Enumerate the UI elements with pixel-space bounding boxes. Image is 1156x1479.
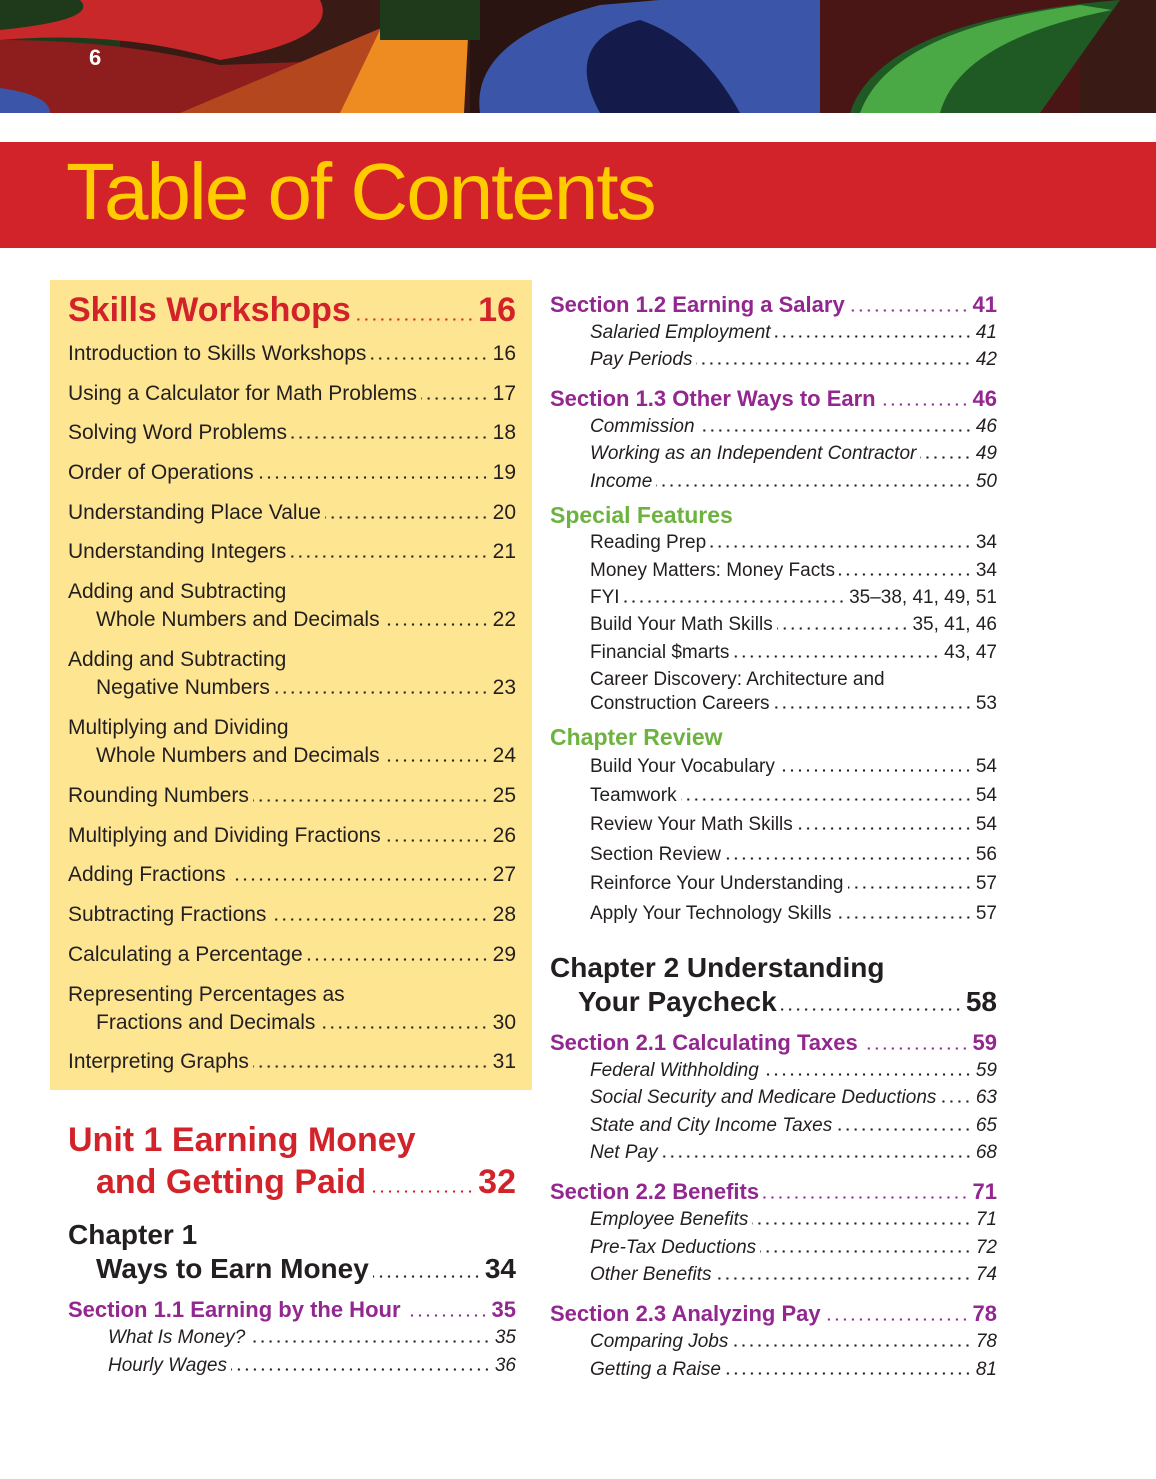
toc-entry-label: Your Paycheck (578, 986, 777, 1017)
toc-entry-label: Income (590, 471, 653, 492)
dot-leader (624, 600, 846, 603)
toc-entry-page: 28 (492, 903, 516, 926)
toc-entry-label: Pre-Tax Deductions (590, 1237, 757, 1258)
toc-entry-label: Using a Calculator for Math Problems (68, 382, 417, 405)
toc-entry-label: Money Matters: Money Facts (590, 560, 835, 581)
toc-entry-page: 17 (492, 382, 516, 405)
toc-entry-page: 24 (492, 744, 516, 767)
dot-leader (253, 799, 489, 802)
toc-entry[interactable] (68, 1295, 516, 1325)
toc-entry-page: 72 (975, 1237, 997, 1258)
dot-leader (760, 1250, 972, 1253)
toc-entry[interactable] (68, 821, 516, 851)
dot-leader (307, 958, 489, 961)
dot-leader (384, 759, 489, 762)
toc-entry-page: 16 (478, 291, 516, 329)
toc-entry-label: Interpreting Graphs (68, 1050, 249, 1073)
toc-entry[interactable] (590, 871, 997, 897)
toc-entry-page: 65 (975, 1115, 997, 1136)
toc-entry[interactable] (550, 722, 997, 752)
toc-entry-page: 58 (965, 986, 997, 1017)
toc-entry[interactable] (68, 645, 516, 675)
toc-entry[interactable] (590, 754, 997, 780)
dot-leader (725, 857, 972, 860)
toc-entry-label: Section 2.2 Benefits (550, 1179, 760, 1204)
dot-leader (249, 1340, 491, 1343)
dot-leader (384, 623, 489, 626)
toc-entry-page: 41 (975, 322, 997, 343)
toc-entry[interactable] (590, 469, 997, 495)
toc-entry-page: 19 (492, 461, 516, 484)
toc-entry[interactable] (590, 441, 997, 467)
dot-leader (231, 1368, 491, 1371)
dot-leader (848, 886, 972, 889)
toc-entry[interactable] (590, 1140, 997, 1166)
toc-entry[interactable] (550, 384, 997, 414)
toc-entry[interactable] (590, 842, 997, 868)
toc-entry-label: Adding and Subtracting (68, 580, 287, 603)
toc-entry-label: Adding Fractions (68, 863, 226, 886)
toc-entry-page: 46 (975, 416, 997, 437)
toc-entry[interactable] (590, 1262, 997, 1288)
toc-entry[interactable] (68, 781, 516, 811)
toc-entry-label: Multiplying and Dividing Fractions (68, 824, 381, 847)
toc-entry[interactable] (68, 498, 516, 528)
dot-leader (370, 357, 488, 360)
toc-entry[interactable] (96, 1251, 516, 1287)
toc-entry[interactable] (550, 1028, 997, 1058)
toc-entry[interactable] (550, 290, 997, 320)
toc-entry-page: 29 (492, 943, 516, 966)
toc-entry[interactable] (590, 1058, 997, 1084)
toc-entry[interactable] (590, 783, 997, 809)
toc-entry-page: 22 (492, 608, 516, 631)
toc-entry-label: Section 1.1 Earning by the Hour (68, 1297, 401, 1322)
toc-entry-page: 74 (975, 1264, 997, 1285)
dot-leader (230, 878, 489, 881)
toc-entry[interactable] (96, 1008, 516, 1038)
toc-entry-page: 53 (975, 693, 997, 714)
dot-leader (781, 1008, 962, 1011)
toc-entry-label: Calculating a Percentage (68, 943, 303, 966)
toc-entry-page: 35, 41, 46 (912, 614, 997, 635)
toc-entry[interactable] (590, 558, 997, 584)
toc-entry-page: 57 (975, 903, 997, 924)
dot-leader (662, 1155, 972, 1158)
toc-entry[interactable] (68, 940, 516, 970)
toc-entry-label: Hourly Wages (108, 1355, 227, 1376)
dot-leader (940, 1100, 971, 1103)
toc-entry-page: 63 (975, 1087, 997, 1108)
toc-entry-label: Solving Word Problems (68, 421, 288, 444)
toc-entry-page: 23 (492, 676, 516, 699)
toc-entry-label: Understanding Integers (68, 540, 287, 563)
toc-entry-page: 35 (494, 1327, 516, 1348)
toc-entry-label: Section Review (590, 844, 721, 865)
toc-entry-page: 30 (492, 1011, 516, 1034)
toc-entry-label: Multiplying and Dividing (68, 716, 289, 739)
toc-entry-label: Federal Withholding (590, 1060, 759, 1081)
toc-entry[interactable] (550, 1299, 997, 1329)
toc-entry[interactable] (68, 1047, 516, 1077)
toc-entry-page: 18 (492, 421, 516, 444)
toc-entry-page: 34 (975, 560, 997, 581)
toc-entry-label: Reinforce Your Understanding (590, 873, 844, 894)
toc-entry[interactable] (578, 984, 997, 1020)
toc-entry-page: 56 (975, 844, 997, 865)
dot-leader (370, 1190, 474, 1193)
toc-entry[interactable] (68, 339, 516, 369)
toc-entry[interactable] (590, 612, 997, 638)
dot-leader (681, 798, 972, 801)
toc-entry-label: Net Pay (590, 1142, 658, 1163)
toc-entry-label: Whole Numbers and Decimals (96, 608, 380, 631)
toc-entry[interactable] (68, 900, 516, 930)
toc-entry-label: Apply Your Technology Skills (590, 903, 832, 924)
dot-leader (797, 827, 972, 830)
dot-leader (880, 403, 969, 406)
toc-entry[interactable] (68, 537, 516, 567)
toc-entry[interactable] (68, 418, 516, 448)
toc-entry-page: 20 (492, 501, 516, 524)
toc-entry-label: Other Benefits (590, 1264, 712, 1285)
dot-leader (777, 627, 909, 630)
toc-entry-label: FYI (590, 587, 620, 608)
dot-leader (825, 1318, 969, 1321)
toc-entry-page: 36 (494, 1355, 516, 1376)
toc-entry-page: 26 (492, 824, 516, 847)
toc-entry-page: 42 (975, 349, 997, 370)
toc-entry[interactable] (68, 980, 516, 1010)
toc-entry[interactable] (550, 950, 997, 986)
toc-entry[interactable] (590, 414, 997, 440)
toc-entry-label: Section 2.3 Analyzing Pay (550, 1301, 821, 1326)
dot-leader (421, 397, 489, 400)
toc-entry-page: 32 (478, 1163, 516, 1201)
dot-leader (715, 1277, 971, 1280)
toc-entry-page: 16 (492, 342, 516, 365)
toc-entry-label: Representing Percentages as (68, 983, 345, 1006)
toc-entry-label: Adding and Subtracting (68, 648, 287, 671)
toc-entry-page: 71 (972, 1179, 997, 1204)
toc-entry-page: 41 (972, 292, 997, 317)
dot-leader (725, 1372, 972, 1375)
toc-entry-page: 78 (972, 1301, 997, 1326)
page-title: Table of Contents (66, 147, 655, 236)
dot-leader (319, 1026, 488, 1029)
toc-entry-label: Chapter Review (550, 724, 723, 750)
toc-entry[interactable] (68, 860, 516, 890)
dot-leader (849, 309, 969, 312)
toc-entry-label: Review Your Math Skills (590, 814, 793, 835)
toc-entry-page: 35 (491, 1297, 516, 1322)
toc-entry-label: Understanding Place Value (68, 501, 321, 524)
dot-leader (325, 516, 489, 519)
toc-entry-label: Salaried Employment (590, 322, 771, 343)
dot-leader (656, 484, 972, 487)
toc-entry-page: 49 (975, 443, 997, 464)
dot-leader (291, 436, 489, 439)
toc-entry[interactable] (590, 585, 997, 611)
toc-entry[interactable] (590, 320, 997, 346)
toc-entry-label: Comparing Jobs (590, 1331, 729, 1352)
toc-entry-label: Construction Careers (590, 693, 770, 714)
toc-entry-page: 71 (975, 1209, 997, 1230)
dot-leader (699, 429, 972, 432)
toc-entry-page: 59 (972, 1030, 997, 1055)
toc-entry-label: Chapter 2 Understanding (550, 952, 885, 983)
toc-entry[interactable] (590, 691, 997, 717)
dot-leader (355, 318, 474, 321)
header-image-3d-numbers (0, 0, 1156, 113)
dot-leader (710, 545, 972, 548)
toc-entry[interactable] (68, 458, 516, 488)
toc-entry-page: 54 (975, 814, 997, 835)
toc-entry[interactable] (590, 667, 997, 693)
dot-leader (774, 706, 972, 709)
page-number: 6 (89, 45, 102, 70)
toc-entry[interactable] (96, 673, 516, 703)
dot-leader (385, 839, 489, 842)
toc-entry[interactable] (590, 812, 997, 838)
dot-leader (752, 1222, 971, 1225)
toc-entry-page: 35–38, 41, 49, 51 (849, 587, 997, 608)
toc-entry-page: 25 (492, 784, 516, 807)
toc-entry-label: Chapter 1 (68, 1219, 198, 1250)
toc-entry-label: Subtracting Fractions (68, 903, 267, 926)
toc-entry-label: Skills Workshops (68, 291, 351, 329)
dot-leader (763, 1196, 968, 1199)
toc-entry-page: 78 (975, 1331, 997, 1352)
dot-leader (779, 769, 972, 772)
toc-entry-label: Order of Operations (68, 461, 254, 484)
toc-entry[interactable] (68, 713, 516, 743)
dot-leader (274, 691, 489, 694)
toc-entry[interactable] (96, 605, 516, 635)
dot-leader (839, 573, 972, 576)
toc-entry[interactable] (96, 741, 516, 771)
toc-entry-page: 34 (975, 532, 997, 553)
toc-entry[interactable] (590, 1235, 997, 1261)
dot-leader (733, 655, 940, 658)
toc-entry[interactable] (68, 1118, 516, 1162)
dot-leader (253, 1065, 489, 1068)
toc-entry[interactable] (590, 640, 997, 666)
toc-entry-label: Ways to Earn Money (96, 1253, 369, 1284)
toc-entry[interactable] (108, 1325, 516, 1351)
toc-entry-label: Commission (590, 416, 695, 437)
toc-entry[interactable] (550, 500, 997, 530)
toc-entry[interactable] (108, 1353, 516, 1379)
toc-entry-label: Getting a Raise (590, 1359, 721, 1380)
toc-entry[interactable] (590, 1113, 997, 1139)
dot-leader (775, 335, 972, 338)
toc-entry-label: Section 1.3 Other Ways to Earn (550, 386, 876, 411)
toc-entry-label: Employee Benefits (590, 1209, 749, 1230)
toc-entry-page: 68 (975, 1142, 997, 1163)
toc-entry-label: Build Your Math Skills (590, 614, 773, 635)
toc-entry-label: Social Security and Medicare Deductions (590, 1087, 937, 1108)
toc-entry-label: Introduction to Skills Workshops (68, 342, 367, 365)
toc-entry-page: 81 (975, 1359, 997, 1380)
dot-leader (763, 1073, 972, 1076)
toc-entry-page: 54 (975, 785, 997, 806)
toc-entry-page: 54 (975, 756, 997, 777)
dot-leader (270, 918, 488, 921)
dot-leader (696, 362, 971, 365)
toc-entry-label: Negative Numbers (96, 676, 270, 699)
toc-entry-label: Working as an Independent Contractor (590, 443, 917, 464)
toc-entry[interactable] (590, 901, 997, 927)
toc-entry-label: What Is Money? (108, 1327, 246, 1348)
toc-entry-label: State and City Income Taxes (590, 1115, 833, 1136)
toc-entry-label: Special Features (550, 502, 733, 528)
dot-leader (258, 476, 489, 479)
toc-entry-label: Rounding Numbers (68, 784, 249, 807)
toc-entry-page: 31 (492, 1050, 516, 1073)
toc-entry-page: 43, 47 (944, 642, 997, 663)
toc-entry[interactable] (96, 1160, 516, 1204)
toc-entry[interactable] (68, 1217, 516, 1253)
toc-entry[interactable] (590, 530, 997, 556)
toc-entry-label: Whole Numbers and Decimals (96, 744, 380, 767)
toc-entry-page: 27 (492, 863, 516, 886)
dot-leader (732, 1344, 972, 1347)
toc-entry-label: Pay Periods (590, 349, 693, 370)
toc-entry-label: Fractions and Decimals (96, 1011, 316, 1034)
toc-entry[interactable] (590, 1357, 997, 1383)
toc-entry-label: Reading Prep (590, 532, 707, 553)
toc-entry-page: 46 (972, 386, 997, 411)
toc-entry[interactable] (590, 347, 997, 373)
toc-entry[interactable] (68, 577, 516, 607)
toc-entry-label: Section 1.2 Earning a Salary (550, 292, 845, 317)
dot-leader (920, 456, 972, 459)
toc-entry[interactable] (550, 1177, 997, 1207)
dot-leader (836, 1128, 972, 1131)
dot-leader (836, 916, 972, 919)
toc-entry-label: Build Your Vocabulary (590, 756, 775, 777)
dot-leader (405, 1314, 488, 1317)
toc-entry-label: Section 2.1 Calculating Taxes (550, 1030, 858, 1055)
toc-entry-label: Financial $marts (590, 642, 730, 663)
toc-entry-page: 59 (975, 1060, 997, 1081)
toc-entry-label: Unit 1 Earning Money (68, 1121, 416, 1159)
toc-entry[interactable] (590, 1207, 997, 1233)
dot-leader (290, 555, 488, 558)
toc-entry-label: Teamwork (590, 785, 677, 806)
toc-entry-label: Career Discovery: Architecture and (590, 669, 885, 690)
toc-entry[interactable] (68, 288, 516, 332)
toc-entry[interactable] (590, 1085, 997, 1111)
toc-entry-page: 57 (975, 873, 997, 894)
toc-entry-page: 34 (484, 1253, 516, 1284)
toc-entry-page: 21 (492, 540, 516, 563)
toc-entry-page: 50 (975, 471, 997, 492)
toc-entry[interactable] (68, 379, 516, 409)
toc-entry-label: and Getting Paid (96, 1163, 367, 1201)
dot-leader (373, 1275, 481, 1278)
dot-leader (862, 1047, 969, 1050)
toc-entry[interactable] (590, 1329, 997, 1355)
